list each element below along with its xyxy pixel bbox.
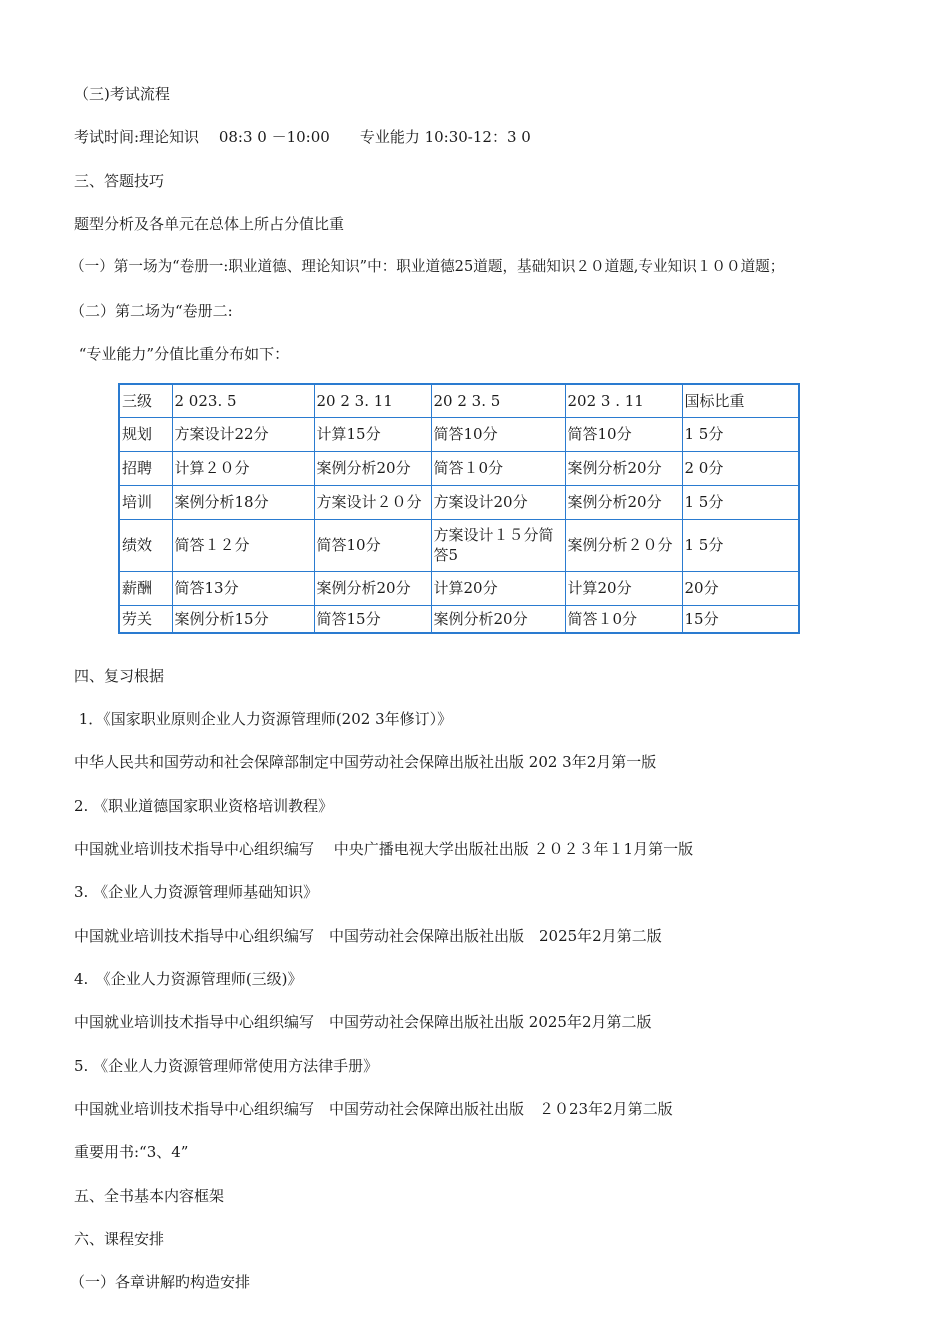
table-cell: 方案设计１５分简答5 [431, 519, 565, 571]
key-books-line: 重要用书:“3、4” [74, 1143, 189, 1161]
reference-item-5-publisher: 中国就业培训技术指导中心组织编写 中国劳动社会保障出版社出版 ２０23年2月第二版 [74, 1100, 673, 1118]
table-cell: 20分 [682, 571, 799, 605]
table-cell: 20 2 3. 11 [314, 384, 431, 417]
table-row [119, 417, 799, 451]
table-cell: 案例分析20分 [314, 571, 431, 605]
table-cell: 2 0分 [682, 451, 799, 485]
table-cell: 绩效 [119, 519, 172, 571]
table-cell: 简答10分 [431, 417, 565, 451]
table-cell: 简答15分 [314, 605, 431, 633]
table-cell: 三级 [119, 384, 172, 417]
table-cell: 薪酬 [119, 571, 172, 605]
table-cell: 培训 [119, 485, 172, 519]
table-cell: 案例分析20分 [565, 451, 682, 485]
table-row [119, 519, 799, 571]
subsection-chapter-structure: （一）各章讲解旳构造安排 [70, 1273, 251, 1291]
reference-item-4-publisher: 中国就业培训技术指导中心组织编写 中国劳动社会保障出版社出版 2025年2月第二版 [74, 1013, 652, 1031]
table-row [119, 571, 799, 605]
table-cell: 招聘 [119, 451, 172, 485]
table-cell: 简答10分 [314, 519, 431, 571]
table-cell: 案例分析20分 [431, 605, 565, 633]
table-row [119, 485, 799, 519]
paragraph-distribution: “专业能力”分值比重分布如下： [74, 345, 290, 363]
table-cell: 202 3 . 11 [565, 384, 682, 417]
section-heading-tips: 三、答题技巧 [74, 172, 165, 190]
reference-item-5-title: 5. 《企业人力资源管理师常使用方法律手册》 [74, 1057, 379, 1075]
table-cell: 20 2 3. 5 [431, 384, 565, 417]
reference-item-4-title: 4. 《企业人力资源管理师(三级)》 [74, 970, 303, 988]
table-cell: 15分 [682, 605, 799, 633]
table-cell: 简答１0分 [431, 451, 565, 485]
paragraph-analysis: 题型分析及各单元在总体上所占分值比重 [74, 215, 345, 233]
table-row [119, 384, 799, 417]
reference-item-1-publisher: 中华人民共和国劳动和社会保障部制定中国劳动社会保障出版社出版 202 3年2月第一版 [74, 753, 657, 771]
table-cell: 计算２０分 [172, 451, 314, 485]
table-cell: 1 5分 [682, 417, 799, 451]
table-cell: 简答10分 [565, 417, 682, 451]
table-cell: 1 5分 [682, 519, 799, 571]
table-cell: 简答13分 [172, 571, 314, 605]
table-cell: 方案设计22分 [172, 417, 314, 451]
score-table [118, 383, 800, 634]
reference-item-3-publisher: 中国就业培训技术指导中心组织编写 中国劳动社会保障出版社出版 2025年2月第二版 [74, 927, 662, 945]
table-cell: 案例分析15分 [172, 605, 314, 633]
table-cell: 劳关 [119, 605, 172, 633]
table-cell: 案例分析20分 [314, 451, 431, 485]
section-heading-framework: 五、全书基本内容框架 [74, 1187, 225, 1205]
table-cell: 案例分析２０分 [565, 519, 682, 571]
table-cell: 计算20分 [431, 571, 565, 605]
table-row [119, 605, 799, 633]
table-cell: 计算20分 [565, 571, 682, 605]
section-heading-exam-process: （三)考试流程 [74, 85, 170, 103]
table-cell: 2 023. 5 [172, 384, 314, 417]
table-cell: 案例分析20分 [565, 485, 682, 519]
table-cell: 简答１0分 [565, 605, 682, 633]
table-cell: 国标比重 [682, 384, 799, 417]
section-heading-schedule: 六、课程安排 [74, 1230, 165, 1248]
table-cell: 规划 [119, 417, 172, 451]
section-heading-review: 四、复习根据 [74, 667, 165, 685]
reference-item-2-publisher: 中国就业培训技术指导中心组织编写 中央广播电视大学出版社出版 ２０２３年１1月第一版 [74, 840, 694, 858]
exam-time-line: 考试时间:理论知识 08:3 0 －10:00 专业能力 10:30-12：3 0 [74, 128, 531, 146]
reference-item-1-title: 1．《国家职业原则企业人力资源管理师(202 3年修订）》 [74, 710, 453, 728]
table-cell: 案例分析18分 [172, 485, 314, 519]
table-cell: 计算15分 [314, 417, 431, 451]
table-cell: 1 5分 [682, 485, 799, 519]
table-cell: 方案设计20分 [431, 485, 565, 519]
table-cell: 简答１２分 [172, 519, 314, 571]
table-cell: 方案设计２０分 [314, 485, 431, 519]
paragraph-second-session: （二）第二场为“卷册二: [70, 302, 233, 320]
reference-item-3-title: 3. 《企业人力资源管理师基础知识》 [74, 883, 319, 901]
reference-item-2-title: 2. 《职业道德国家职业资格培训教程》 [74, 797, 334, 815]
paragraph-first-session: （一）第一场为“卷册一:职业道德、理论知识”中：职业道德25道题，基础知识２０道题,专业知识１００道题； [70, 258, 785, 275]
table-row [119, 451, 799, 485]
